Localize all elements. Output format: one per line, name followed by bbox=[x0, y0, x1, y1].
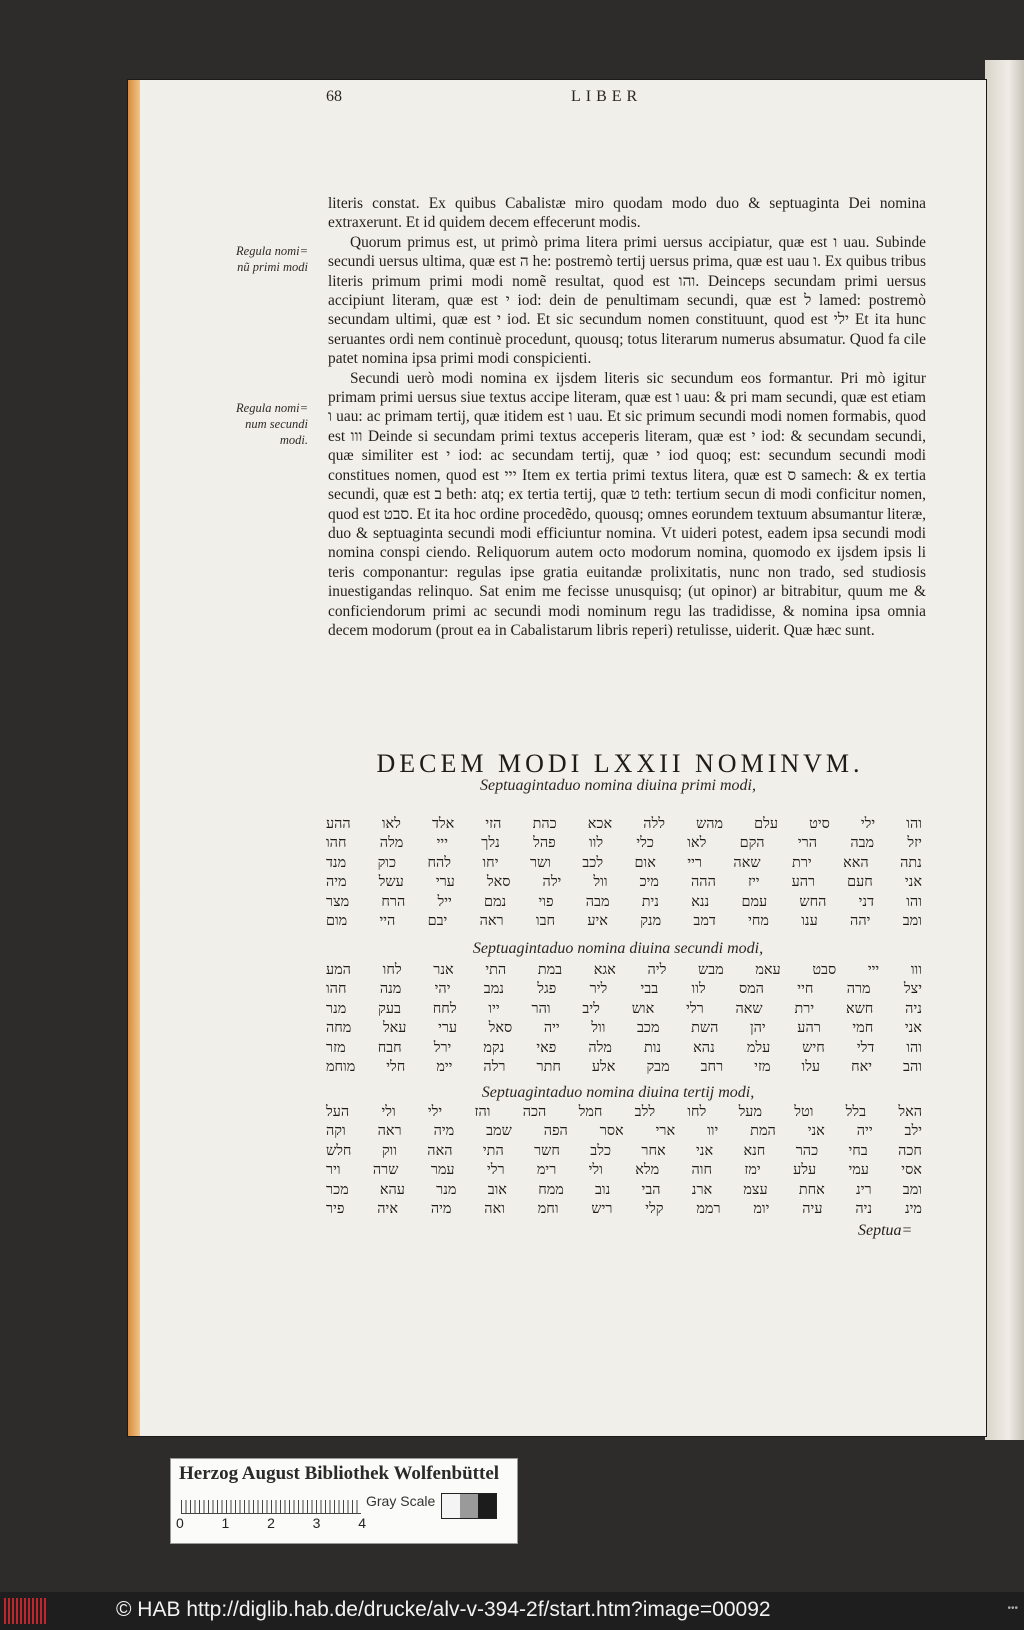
divine-name: שרה bbox=[372, 1162, 399, 1179]
divine-name: רלה bbox=[483, 1058, 506, 1075]
mode-1-subtitle: Septuagintaduo nomina diuina primi modi, bbox=[480, 777, 756, 794]
divine-name: יצל bbox=[903, 981, 922, 998]
divine-name: סיט bbox=[809, 816, 830, 832]
divine-name: ארנ bbox=[691, 1181, 713, 1198]
divine-name: לכב bbox=[582, 854, 604, 871]
divine-name: ניה bbox=[905, 1000, 922, 1017]
paragraph: Quorum primus est, ut primò prima litera primi uersus accipiatur, quæ est ו uau. Subinde secundi uersus ultima, quæ est ה he: postremò tertij uersus prima, quæ est uau ו. Ex quibus tribus literis primum primi modi nomẽ resultat, quod est והו. Deinceps secundam primi uersus accipiunt literam, quæ est י iod: dein de penultimam secundi, quæ est ל lamed: postremò secundam ultimi, quæ est י iod. Et sic secundum nomen constituunt, quod est ילי Et ita hunc seruantes ordi nem continuè procedunt, quousq; totus literarum numerus absumatur. Quod fa cile patet nomina ipsa primi modi conspicienti. bbox=[328, 233, 926, 368]
divine-name: ילה bbox=[542, 874, 562, 891]
divine-name: ליר bbox=[589, 981, 608, 998]
divine-name: עלם bbox=[754, 816, 779, 832]
divine-name: אני bbox=[904, 874, 922, 891]
divine-name: לחח bbox=[432, 1000, 457, 1017]
divine-name: ילב bbox=[904, 1123, 922, 1140]
divine-name: יהי bbox=[434, 981, 451, 998]
divine-name: והו bbox=[906, 1039, 922, 1056]
section-title: DECEM MODI LXXII NOMINVM. bbox=[376, 749, 864, 778]
divine-name: לחו bbox=[687, 1104, 707, 1120]
divine-name: המס bbox=[738, 981, 764, 998]
divine-name: איה bbox=[377, 1200, 398, 1217]
divine-name: והו bbox=[906, 893, 922, 910]
divine-name: אחר bbox=[641, 1142, 666, 1159]
divine-name: והז bbox=[474, 1104, 491, 1120]
divine-name: אסי bbox=[901, 1162, 922, 1179]
divine-name: רימ bbox=[536, 1162, 557, 1179]
divine-name: רהע bbox=[791, 874, 816, 891]
divine-name: ריש bbox=[591, 1200, 613, 1217]
divine-name: ומב bbox=[902, 912, 922, 929]
divine-name: מעל bbox=[738, 1104, 762, 1120]
divine-name: ירל bbox=[433, 1039, 452, 1056]
mode-3-names-table bbox=[326, 1103, 922, 1219]
names-row bbox=[326, 1122, 922, 1141]
divine-name: הרח bbox=[381, 893, 406, 910]
divine-name: אום bbox=[634, 854, 656, 871]
divine-name: איע bbox=[587, 912, 608, 929]
divine-name: מלה bbox=[588, 1039, 612, 1056]
library-name: Herzog August Bibliothek Wolfenbüttel bbox=[179, 1463, 500, 1484]
names-row bbox=[326, 1019, 922, 1038]
ruler-number: 1 bbox=[221, 1515, 230, 1531]
divine-name: פאי bbox=[536, 1039, 557, 1056]
divine-name: אלע bbox=[591, 1058, 616, 1075]
divine-name: ההע bbox=[326, 816, 351, 832]
divine-name: חמי bbox=[852, 1020, 874, 1037]
divine-name: מיכ bbox=[639, 874, 659, 891]
gray-swatch-cell bbox=[478, 1494, 496, 1518]
divine-name: יימ bbox=[436, 1058, 453, 1075]
names-row bbox=[326, 1058, 922, 1077]
divine-name: מנד bbox=[326, 854, 347, 871]
divine-name: ואה bbox=[484, 1200, 505, 1217]
names-row bbox=[326, 1039, 922, 1058]
ruler-numbers bbox=[176, 1515, 366, 1531]
divine-name: רחב bbox=[700, 1058, 724, 1075]
divine-name: חעם bbox=[847, 874, 873, 891]
names-row bbox=[326, 1181, 922, 1200]
margin-note-secundi: Regula nomi= num secundi modi. bbox=[236, 401, 308, 447]
divine-name: מיה bbox=[433, 1123, 455, 1140]
divine-name: אנר bbox=[433, 962, 454, 978]
divine-name: המע bbox=[326, 962, 351, 978]
color-calibration-card bbox=[170, 1458, 518, 1544]
names-row bbox=[326, 893, 922, 912]
divine-name: מחה bbox=[326, 1020, 352, 1037]
divine-name: מרה bbox=[846, 981, 871, 998]
divine-name: כהר bbox=[795, 1142, 819, 1159]
mode-3-subtitle: Septuagintaduo nomina diuina tertij modi, bbox=[481, 1084, 755, 1101]
divine-name: מלא bbox=[635, 1162, 660, 1179]
divine-name: ולי bbox=[381, 1104, 396, 1120]
divine-name: מבה bbox=[585, 893, 610, 910]
divine-name: יוו bbox=[707, 1123, 719, 1140]
divine-name: יחו bbox=[482, 854, 499, 871]
divine-name: אני bbox=[904, 1020, 922, 1037]
divine-name: מזר bbox=[326, 1039, 346, 1056]
ruler-number: 4 bbox=[358, 1515, 366, 1531]
divine-name: שאה bbox=[735, 1000, 763, 1017]
divine-name: ענו bbox=[801, 912, 818, 929]
divine-name: ומב bbox=[902, 1181, 922, 1198]
divine-name: אכא bbox=[587, 816, 613, 832]
divine-name: חבו bbox=[535, 912, 556, 929]
divine-name: מנה bbox=[379, 981, 402, 998]
divine-name: ליה bbox=[647, 962, 667, 978]
divine-name: יאח bbox=[851, 1058, 873, 1075]
divine-name: רממ bbox=[696, 1200, 721, 1217]
divine-name: כלב bbox=[590, 1142, 611, 1159]
divine-name: מהש bbox=[696, 816, 724, 832]
divine-name: נלך bbox=[481, 835, 500, 852]
mode-1-names-table bbox=[326, 815, 922, 931]
gray-scale-label: Gray Scale bbox=[366, 1493, 436, 1509]
divine-name: בבי bbox=[640, 981, 659, 998]
divine-name: מיה bbox=[430, 1200, 452, 1217]
divine-name: רהע bbox=[797, 1020, 821, 1037]
ruler-number: 3 bbox=[312, 1515, 321, 1531]
running-head: LIBER bbox=[571, 88, 643, 105]
names-row bbox=[326, 961, 922, 980]
divine-name: עאמ bbox=[755, 962, 781, 978]
measurement-ruler bbox=[181, 1491, 361, 1514]
divine-name: ייי bbox=[436, 835, 448, 852]
divine-name: חכה bbox=[898, 1142, 922, 1159]
divine-name: הזי bbox=[485, 816, 502, 832]
paragraph: literis constat. Ex quibus Cabalistæ miro quodam modo duo & septuaginta Dei nomina extraxerunt. Et id quidem decem effecerunt modis. bbox=[328, 195, 926, 232]
divine-name: עלע bbox=[793, 1162, 817, 1179]
divine-name: התי bbox=[482, 1142, 504, 1159]
divine-name: היי bbox=[379, 912, 396, 929]
divine-name: עצמ bbox=[743, 1181, 768, 1198]
divine-name: רלי bbox=[686, 1000, 704, 1017]
divine-name: ניה bbox=[855, 1200, 873, 1217]
divine-name: ראה bbox=[377, 1123, 402, 1140]
gray-swatch-cell bbox=[442, 1494, 460, 1518]
names-row bbox=[326, 854, 922, 873]
divine-name: אוש bbox=[631, 1000, 655, 1017]
divine-name: דמב bbox=[693, 912, 716, 929]
divine-name: עיה bbox=[802, 1200, 823, 1217]
names-row bbox=[326, 912, 922, 931]
divine-name: ווק bbox=[381, 1142, 397, 1159]
divine-name: יהן bbox=[749, 1020, 766, 1037]
divine-name: מיה bbox=[326, 874, 347, 891]
divine-name: עאל bbox=[382, 1020, 407, 1037]
divine-name: ולי bbox=[588, 1162, 603, 1179]
divine-name: סאל bbox=[486, 874, 511, 891]
divine-name: חלש bbox=[326, 1142, 352, 1159]
divine-name: הבי bbox=[641, 1181, 661, 1198]
divine-name: לחו bbox=[382, 962, 402, 978]
divine-name: ירת bbox=[792, 854, 812, 871]
divine-name: ייל bbox=[437, 893, 452, 910]
divine-name: רלי bbox=[486, 1162, 505, 1179]
divine-name: סבט bbox=[812, 962, 837, 978]
names-row bbox=[326, 980, 922, 999]
divine-name: וטל bbox=[794, 1104, 814, 1120]
footer-dots: ••• bbox=[1007, 1603, 1018, 1614]
divine-name: ילי bbox=[860, 816, 876, 832]
divine-name: עמם bbox=[741, 893, 768, 910]
divine-name: ושר bbox=[529, 854, 551, 871]
divine-name: ילי bbox=[427, 1104, 443, 1120]
divine-name: חיי bbox=[797, 981, 814, 998]
divine-name: אני bbox=[696, 1142, 714, 1159]
divine-name: האא bbox=[843, 854, 869, 871]
divine-name: מבה bbox=[850, 835, 875, 852]
body-text bbox=[328, 194, 926, 640]
divine-name: וול bbox=[593, 874, 608, 891]
divine-name: לאו bbox=[687, 835, 707, 852]
divine-name: יהה bbox=[850, 912, 871, 929]
divine-name: מבק bbox=[646, 1058, 670, 1075]
divine-name: מום bbox=[326, 912, 348, 929]
divine-name: חבח bbox=[377, 1039, 402, 1056]
divine-name: התי bbox=[485, 962, 507, 978]
divine-name: מחי bbox=[748, 912, 769, 929]
divine-name: כוק bbox=[377, 854, 397, 871]
divine-name: חהו bbox=[326, 981, 347, 998]
divine-name: האה bbox=[427, 1142, 453, 1159]
divine-name: עמי bbox=[848, 1162, 869, 1179]
gray-swatch-cell bbox=[460, 1494, 478, 1518]
divine-name: עמר bbox=[430, 1162, 455, 1179]
names-row bbox=[326, 834, 922, 853]
divine-name: חנא bbox=[743, 1142, 766, 1159]
divine-name: עלו bbox=[801, 1058, 821, 1075]
divine-name: ימז bbox=[744, 1162, 761, 1179]
divine-name: השת bbox=[691, 1020, 719, 1037]
divine-name: חמל bbox=[578, 1104, 603, 1120]
names-row bbox=[326, 1161, 922, 1180]
divine-name: שאה bbox=[733, 854, 761, 871]
divine-name: ננא bbox=[691, 893, 710, 910]
divine-name: אסר bbox=[599, 1123, 624, 1140]
divine-name: ויר bbox=[326, 1162, 341, 1179]
divine-name: ייו bbox=[488, 1000, 500, 1017]
divine-name: מכב bbox=[637, 1020, 660, 1037]
divine-name: הרי bbox=[797, 835, 818, 852]
divine-name: יבם bbox=[427, 912, 448, 929]
paragraph: Secundi uerò modi nomina ex ijsdem literis sic secundum eos formantur. Pri mò igitur primam primi uersus siue textus accipe literam, quæ est ו uau: & pri mam secundi, quæ est etiam ו uau: ac primam tertij, quæ itidem est ו uau. Et sic primum secundi modi nomen formabis, quod est ווו Deinde si secundam primi textus acceperis literam, quæ est י iod: & secundam secundi, quæ similiter est י iod: ac secundam tertij, quæ י iod quoq; est: secundum secundi modi constitues nomen, quod est ייי Item ex tertia primi textus litera, quæ est ס samech: & ex tertia secundi, quæ est ב beth: atq; ex tertia tertij, quæ ט teth: tertium secun di modi conficitur nomen, quod est סבט. Et ita hoc ordine procedẽdo, quousq; omnes eorundem textuum absumantur literæ, duo & septuaginta secundi modi efficiuntur nomina. Vt uideri potest, eadem ipsa secundi modi nomina conspi ciendo. Reliquorum autem octo modorum nomina, quomodo ex ijsdem ipsis li teris componantur: regulas ipse gratia euitandæ prolixitatis, nunc non trado, sed studiosis inuestigandas relinquo. Sat enim me fecisse unusquisq; (ut opinor) ar bitrabitur, quum me & conficiendorum primi ac secundi modi nominum regu las tradidisse, & nomina ipsa omnia decem modorum (prout ea in Cabalistarum libris reperi) retulisse, uiderit. Quæ hæc sunt. bbox=[328, 369, 926, 639]
divine-name: מנק bbox=[640, 912, 662, 929]
divine-name: ארי bbox=[655, 1123, 676, 1140]
divine-name: מנר bbox=[436, 1181, 457, 1198]
divine-name: דלי bbox=[856, 1039, 875, 1056]
divine-name: ערי bbox=[438, 1020, 458, 1037]
divine-name: ייה bbox=[856, 1123, 873, 1140]
divine-name: הכה bbox=[522, 1104, 547, 1120]
divine-name: ממח bbox=[538, 1181, 564, 1198]
names-row bbox=[326, 873, 922, 892]
divine-name: פוי bbox=[538, 893, 554, 910]
divine-name: כהת bbox=[532, 816, 557, 832]
divine-name: מנר bbox=[326, 1000, 347, 1017]
divine-name: ההה bbox=[691, 874, 716, 891]
page-number: 68 bbox=[326, 88, 342, 105]
divine-name: הפה bbox=[543, 1123, 568, 1140]
divine-name: מזי bbox=[754, 1058, 771, 1075]
divine-name: יזל bbox=[907, 835, 922, 852]
divine-name: חתר bbox=[536, 1058, 561, 1075]
divine-name: נוב bbox=[595, 1181, 611, 1198]
divine-name: להח bbox=[427, 854, 452, 871]
divine-name: שמב bbox=[486, 1123, 512, 1140]
names-row bbox=[326, 815, 922, 834]
divine-name: המת bbox=[750, 1123, 776, 1140]
gray-scale-swatch bbox=[441, 1493, 497, 1519]
divine-name: ערי bbox=[435, 874, 455, 891]
divine-name: דני bbox=[858, 893, 874, 910]
divine-name: עשל bbox=[378, 874, 404, 891]
names-row bbox=[326, 1000, 922, 1019]
ruler-number: 0 bbox=[176, 1515, 184, 1531]
hab-logo-icon bbox=[4, 1598, 48, 1624]
divine-name: נמב bbox=[483, 981, 504, 998]
divine-name: נתה bbox=[900, 854, 922, 871]
mode-2-subtitle: Septuagintaduo nomina diuina secundi modi, bbox=[472, 940, 764, 957]
divine-name: הקם bbox=[739, 835, 765, 852]
divine-name: וקה bbox=[326, 1123, 346, 1140]
divine-name: העל bbox=[326, 1104, 350, 1120]
catchword: Septua= bbox=[858, 1222, 913, 1239]
divine-name: פגל bbox=[537, 981, 557, 998]
divine-name: פהל bbox=[533, 835, 556, 852]
divine-name: מצר bbox=[326, 893, 350, 910]
divine-name: והב bbox=[903, 1058, 922, 1075]
footer-url-text[interactable]: © HAB http://diglib.hab.de/drucke/alv-v-394-2f/start.htm?image=00092 bbox=[116, 1598, 771, 1621]
divine-name: נית bbox=[641, 893, 659, 910]
divine-name: מינ bbox=[904, 1200, 922, 1217]
divine-name: סאל bbox=[488, 1020, 513, 1037]
divine-name: נות bbox=[643, 1039, 662, 1056]
divine-name: אלד bbox=[431, 816, 455, 832]
divine-name: אחת bbox=[798, 1181, 825, 1198]
mode-2-names-table bbox=[326, 961, 922, 1077]
divine-name: בלל bbox=[845, 1104, 867, 1120]
divine-name: חוה bbox=[691, 1162, 712, 1179]
divine-name: אגא bbox=[593, 962, 616, 978]
divine-name: אני bbox=[807, 1123, 825, 1140]
divine-name: חלי bbox=[386, 1058, 406, 1075]
footer-bar bbox=[0, 1592, 1024, 1630]
divine-name: חשא bbox=[845, 1000, 874, 1017]
divine-name: פיר bbox=[326, 1200, 345, 1217]
divine-name: מכר bbox=[326, 1181, 349, 1198]
divine-name: לאו bbox=[381, 816, 401, 832]
divine-name: החש bbox=[799, 893, 827, 910]
divine-name: והר bbox=[531, 1000, 551, 1017]
divine-name: ליב bbox=[582, 1000, 600, 1017]
divine-name: אוב bbox=[487, 1181, 507, 1198]
divine-name: וחמ bbox=[537, 1200, 559, 1217]
divine-name: במת bbox=[537, 962, 563, 978]
divine-name: ייי bbox=[867, 962, 880, 978]
divine-name: כלי bbox=[636, 835, 654, 852]
divine-name: וול bbox=[591, 1020, 606, 1037]
divine-name: חהו bbox=[326, 835, 347, 852]
divine-name: בחי bbox=[848, 1142, 868, 1159]
divine-name: לוו bbox=[588, 835, 604, 852]
names-row bbox=[326, 1103, 922, 1122]
divine-name: נמם bbox=[484, 893, 507, 910]
divine-name: עהא bbox=[379, 1181, 405, 1198]
divine-name: מוחמ bbox=[326, 1058, 356, 1075]
divine-name: והו bbox=[906, 816, 922, 832]
names-row bbox=[326, 1200, 922, 1219]
divine-name: יומ bbox=[753, 1200, 770, 1217]
divine-name: ראה bbox=[479, 912, 504, 929]
next-page-edge bbox=[985, 60, 1024, 1440]
divine-name: ירת bbox=[794, 1000, 815, 1017]
divine-name: חשר bbox=[534, 1142, 560, 1159]
divine-name: רינ bbox=[856, 1181, 872, 1198]
divine-name: ייז bbox=[747, 874, 760, 891]
divine-name: האל bbox=[898, 1104, 922, 1120]
divine-name: נקמ bbox=[483, 1039, 505, 1056]
ruler-number: 2 bbox=[267, 1515, 275, 1531]
divine-name: ללב bbox=[634, 1104, 656, 1120]
divine-name: לוו bbox=[691, 981, 706, 998]
divine-name: עלמ bbox=[746, 1039, 771, 1056]
divine-name: ווו bbox=[910, 962, 922, 978]
divine-name: בעק bbox=[378, 1000, 401, 1017]
divine-name: חיש bbox=[802, 1039, 825, 1056]
divine-name: נהא bbox=[693, 1039, 715, 1056]
page-gilt-edge bbox=[128, 80, 140, 1436]
divine-name: קלי bbox=[645, 1200, 664, 1217]
divine-name: ריי bbox=[687, 854, 702, 871]
divine-name: מלה bbox=[379, 835, 404, 852]
names-row bbox=[326, 1142, 922, 1161]
margin-note-primi: Regula nomi= nũ primi modi bbox=[236, 244, 308, 274]
divine-name: ללה bbox=[643, 816, 665, 832]
divine-name: מבש bbox=[698, 962, 724, 978]
divine-name: ייה bbox=[543, 1020, 560, 1037]
